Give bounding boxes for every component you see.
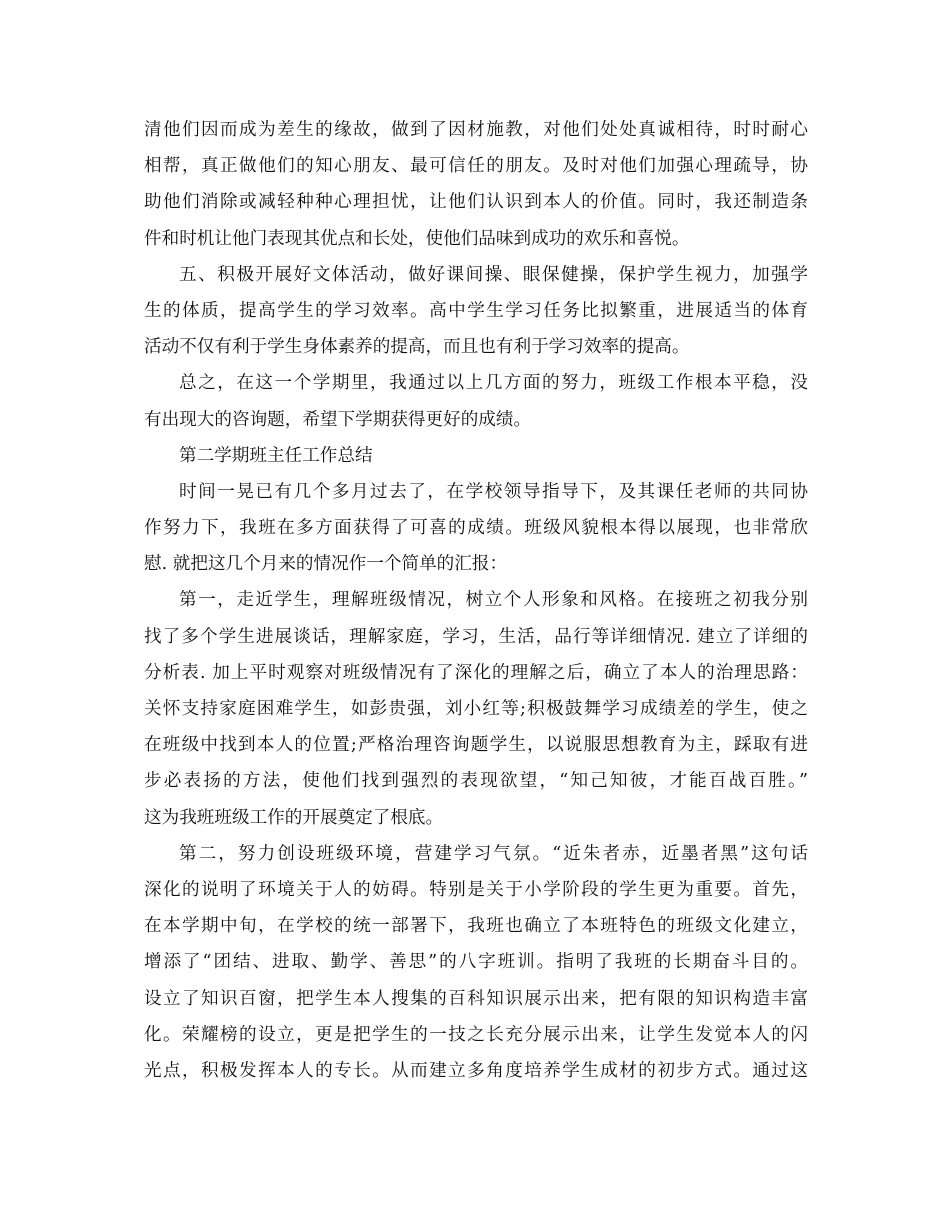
text-line: 第二，努力创设班级环境，营建学习气氛。“近朱者赤，近墨者黑”这句话: [179, 843, 808, 864]
text-line: 分析表. 加上平时观察对班级情况有了深化的理解之后，确立了本人的治理思路：: [144, 662, 808, 683]
text-line: 时间一晃已有几个多月过去了，在学校领导指导下，及其课任老师的共同协: [179, 481, 808, 502]
text-line: 在班级中找到本人的位置;严格治理咨询题学生，以说服思想教育为主，踩取有进: [144, 735, 808, 756]
text-line: 深化的说明了环境关于人的妨碍。特别是关于小学阶段的学生更为重要。首先，: [144, 879, 808, 900]
text-line: 件和时机让他门表现其优点和长处，使他们品味到成功的欢乐和喜悦。: [144, 228, 690, 249]
text-line: 活动不仅有利于学生身体素养的提高，而且也有利于学习效率的提高。: [144, 337, 690, 358]
text-line: 关怀支持家庭困难学生，如彭贵强，刘小红等;积极鼓舞学习成绩差的学生，使之: [144, 699, 808, 719]
text-line: 这为我班班级工作的开展奠定了根底。: [144, 807, 444, 828]
text-line: 作努力下，我班在多方面获得了可喜的成绩。班级风貌根本得以展现，也非常欣: [144, 518, 808, 539]
text-line: 相帮，真正做他们的知心朋友、最可信任的朋友。及时对他们加强心理疏导，协: [144, 156, 808, 177]
text-line: 五、积极开展好文体活动，做好课间操、眼保健操，保护学生视力，加强学: [179, 264, 808, 285]
text-line: 生的体质，提高学生的学习效率。高中学生学习任务比拟繁重，进展适当的体育: [144, 300, 808, 321]
text-line: 有出现大的咨询题，希望下学期获得更好的成绩。: [144, 409, 532, 430]
text-line: 慰. 就把这几个月来的情况作一个简单的汇报：: [144, 554, 508, 575]
text-line: 总之，在这一个学期里，我通过以上几方面的努力，班级工作根本平稳，没: [179, 373, 808, 394]
text-line: 化。荣耀榜的设立，更是把学生的一技之长充分展示出来，让学生发觉本人的闪: [144, 1024, 808, 1045]
text-line: 第一，走近学生，理解班级情况，树立个人形象和风格。在接班之初我分别: [179, 590, 808, 611]
text-line: 找了多个学生进展谈话，理解家庭，学习，生活，品行等详细情况. 建立了详细的: [144, 626, 808, 647]
text-line: 设立了知识百窗，把学生本人搜集的百科知识展示出来，把有限的知识构造丰富: [144, 988, 808, 1009]
text-line: 清他们因而成为差生的缘故，做到了因材施教，对他们处处真诚相待，时时耐心: [144, 120, 808, 140]
text-line: 助他们消除或减轻种种心理担忧，让他们认识到本人的价值。同时，我还制造条: [144, 192, 808, 213]
text-line: 步必表扬的方法，使他们找到强烈的表现欲望，“知己知彼，才能百战百胜。”: [144, 771, 808, 792]
document-page: [144, 112, 808, 1089]
text-line: 光点，积极发挥本人的专长。从而建立多角度培养学生成材的初步方式。通过这: [144, 1060, 808, 1081]
text-line: 增添了“团结、进取、勤学、善思”的八字班训。指明了我班的长期奋斗目的。: [144, 952, 808, 973]
text-line: 第二学期班主任工作总结: [179, 445, 373, 466]
text-line: 在本学期中旬，在学校的统一部署下，我班也确立了本班特色的班级文化建立，: [144, 916, 808, 937]
